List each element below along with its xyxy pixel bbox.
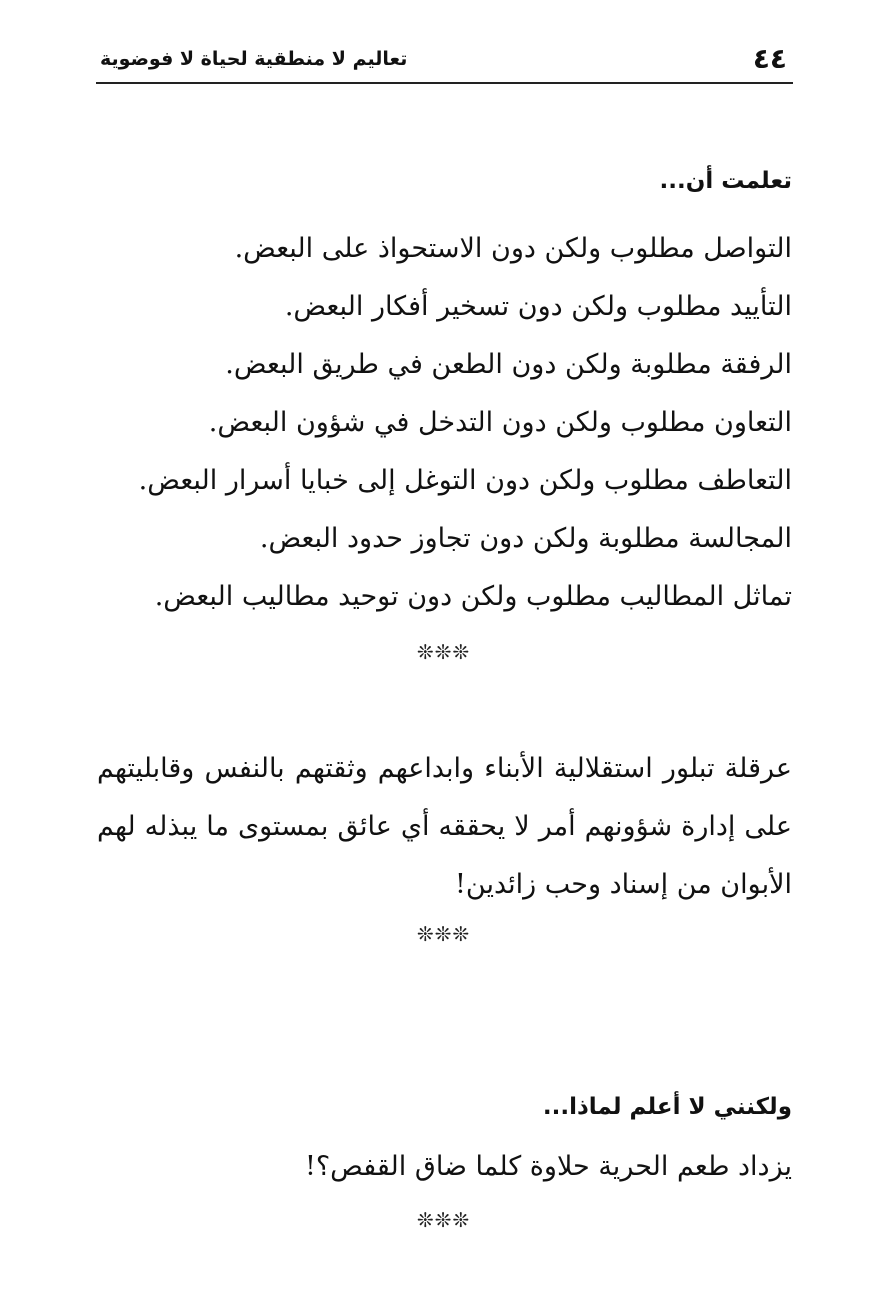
list-item: التواصل مطلوب ولكن دون الاستحواذ على البعض.: [234, 233, 792, 264]
paragraph-independence: عرقلة تبلور استقلالية الأبناء وابداعهم وثقتهم بالنفس وقابليتهم على إدارة شؤونهم أمر لا يحققه أي عائق بمستوى ما يبذله لهم الأبوان من إسناد وحب زائدين!: [97, 753, 792, 900]
running-header: [96, 38, 793, 84]
separator-3: ❊❊❊: [416, 1208, 471, 1232]
section-heading-why: [543, 1094, 792, 1120]
page-number: ٤٤: [752, 42, 787, 75]
list-item: التعاون مطلوب ولكن دون التدخل في شؤون البعض.: [208, 407, 792, 438]
list-item: تماثل المطاليب مطلوب ولكن دون توحيد مطاليب البعض.: [154, 581, 792, 612]
list-item: الرفقة مطلوبة ولكن دون الطعن في طريق البعض.: [225, 349, 792, 380]
freedom-line-block: [305, 1138, 792, 1196]
heading-why: ولكنني لا أعلم لماذا...: [542, 1094, 792, 1120]
section-heading-learned: [659, 168, 792, 194]
list-item: المجالسة مطلوبة ولكن دون تجاوز حدود البعض.: [259, 523, 792, 554]
list-item: التأييد مطلوب ولكن دون تسخير أفكار البعض.: [284, 291, 792, 322]
list-item: التعاطف مطلوب ولكن دون التوغل إلى خبايا أسرار البعض.: [138, 465, 792, 496]
freedom-line: يزداد طعم الحرية حلاوة كلما ضاق القفص؟!: [304, 1151, 792, 1182]
heading-learned: تعلمت أن...: [659, 168, 792, 194]
book-title: تعاليم لا منطقية لحياة لا فوضوية: [100, 48, 408, 70]
separator-1: ❊❊❊: [416, 640, 471, 664]
separator-2: ❊❊❊: [416, 922, 471, 946]
learned-list: [139, 220, 792, 626]
